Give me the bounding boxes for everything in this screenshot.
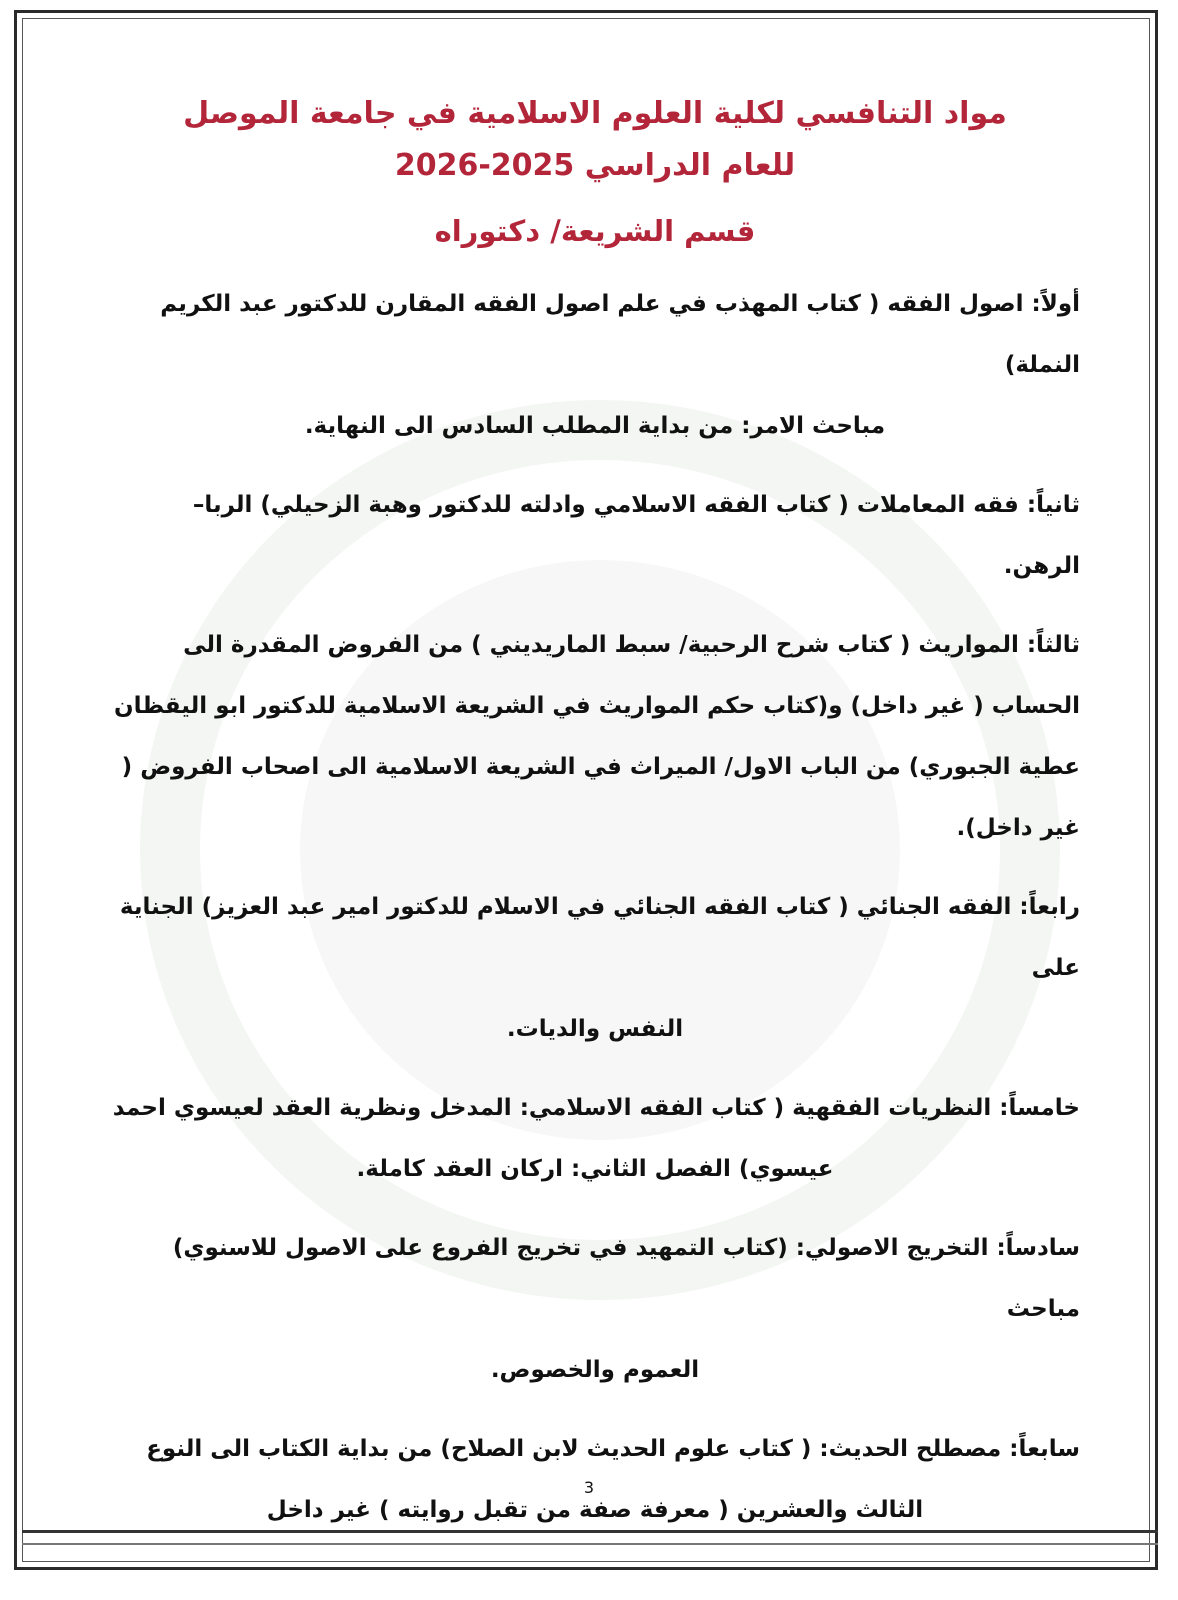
list-item-line2: الثالث والعشرين ( معرفة صفة من تقبل روايته ) غير داخل [266, 1497, 924, 1523]
list-item-line1: رابعاً: الفقه الجنائي ( كتاب الفقه الجنائي في الاسلام للدكتور امير عبد العزيز) الجناية على [119, 894, 1080, 981]
department-heading: قسم الشريعة/ دكتوراه [434, 214, 756, 248]
list-item-line2: النفس والديات. [506, 1016, 684, 1042]
list-item [110, 475, 1080, 597]
list-item-line1: خامساً: النظريات الفقهية ( كتاب الفقه الاسلامي: المدخل ونظرية العقد لعيسوي احمد [112, 1095, 1080, 1121]
list-item [110, 274, 1080, 457]
list-item-line1: ثالثاً: المواريث ( كتاب شرح الرحبية/ سبط الماريديني ) من الفروض المقدرة الى الحساب ( غير داخل) و(كتاب حكم المواريث في الشريعة الاسلامية للدكتور ابو اليقظان عطية الجبوري) من الباب الاول/ الميراث في الشريعة الاسلامية الى اصحاب الفروض ( غير داخل). [114, 632, 1080, 841]
list-item [110, 615, 1080, 859]
list-item-line2: مباحث الامر: من بداية المطلب السادس الى النهاية. [304, 413, 886, 439]
page-number: 3 [583, 1478, 595, 1497]
list-item-line1: سادساً: التخريج الاصولي: (كتاب التمهيد في تخريج الفروع على الاصول للاسنوي) مباحث [172, 1235, 1080, 1322]
list-item [110, 877, 1080, 1060]
list-item-line2: العموم والخصوص. [490, 1357, 700, 1383]
list-item-line1: ثانياً: فقه المعاملات ( كتاب الفقه الاسلامي وادلته للدكتور وهبة الزحيلي) الربا– الرهن. [192, 492, 1080, 579]
list-item-line2: عيسوي) الفصل الثاني: اركان العقد كاملة. [356, 1156, 834, 1182]
list-item [110, 1218, 1080, 1401]
document-title-line1: مواد التنافسي لكلية العلوم الاسلامية في جامعة الموصل [183, 96, 1007, 131]
list-item-line1: أولاً: اصول الفقه ( كتاب المهذب في علم اصول الفقه المقارن للدكتور عبد الكريم النملة) [160, 291, 1080, 378]
document-body [110, 88, 1080, 1559]
document-title-line2: للعام الدراسي 2025-2026 [394, 148, 796, 183]
list-item-line1: سابعاً: مصطلح الحديث: ( كتاب علوم الحديث لابن الصلاح) من بداية الكتاب الى النوع [146, 1436, 1080, 1462]
list-item [110, 1078, 1080, 1200]
